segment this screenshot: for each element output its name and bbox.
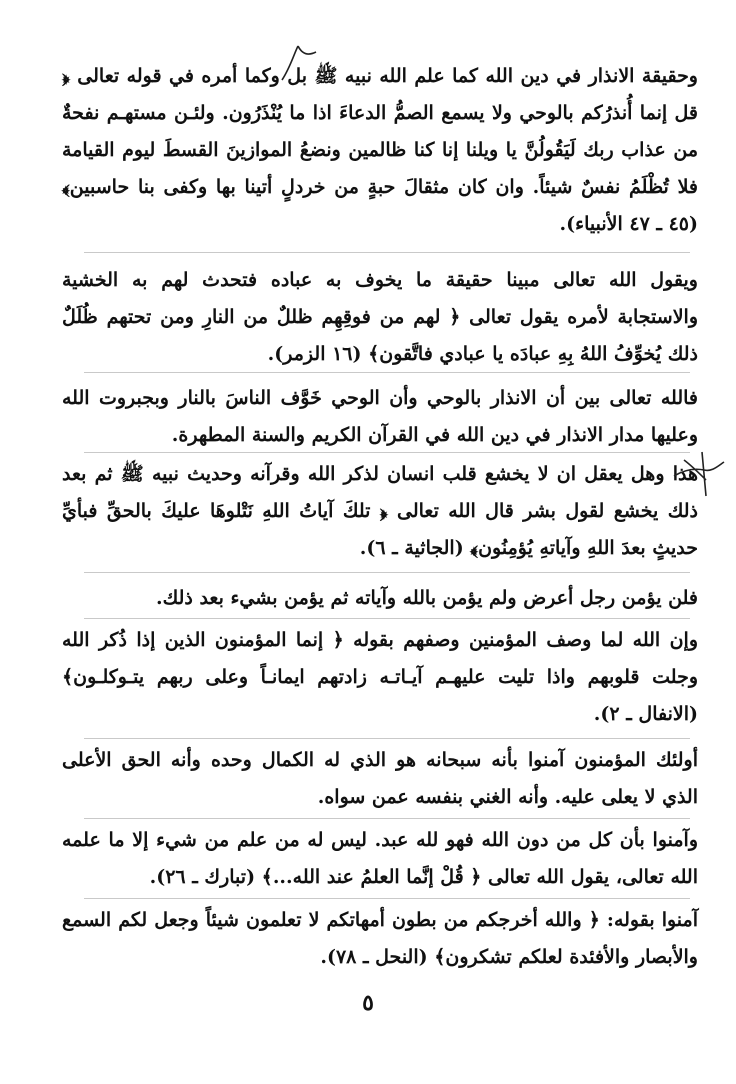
paragraph-2: ويقول الله تعالى مبينا حقيقة ما يخوف به عباده فتحدث لهم به الخشية والاستجابة لأمره يقول تعالى ﴿ لهم من فوقِهِم ظللٌ من النارِ ومن تحتهم ظُلَلٌ ذلك يُخوِّفُ اللهُ بِهِ عبادَه يا عبادي فاتَّقون﴾ (١٦ الزمر). — [62, 269, 698, 365]
divider — [84, 898, 690, 899]
divider — [84, 572, 690, 573]
paragraph-3: فالله تعالى بين أن الانذار بالوحي وأن الوحي خَوَّف الناسَ بالنار وبجبروت الله وعليها مدار الانذار في دين الله في القرآن الكريم والسنة المطهرة. — [62, 387, 698, 446]
paragraph-9: آمنوا بقوله: ﴿ والله أخرجكم من بطون أمهاتكم لا تعلمون شيئاً وجعل لكم السمع والأبصار والأفئدة لعلكم تشكرون﴾ (النحل ـ ٧٨). — [62, 909, 698, 968]
paragraph-5: فلن يؤمن رجل أعرض ولم يؤمن بالله وآياته ثم يؤمن بشيء بعد ذلك. — [155, 587, 698, 609]
divider — [84, 618, 690, 619]
paragraph-8: وآمنوا بأن كل من دون الله فهو لله عبد. ليس له من علم من شيء إلا ما علمه الله تعالى، يقول الله تعالى ﴿ قُلْ إنَّما العلمُ عند الله...﴾ (تبارك ـ ٢٦). — [62, 829, 698, 888]
divider — [84, 372, 690, 373]
divider — [84, 252, 690, 253]
divider — [84, 738, 690, 739]
page-number: ٥ — [362, 990, 374, 1016]
paragraph-6: وإن الله لما وصف المؤمنين وصفهم بقوله ﴿ إنما المؤمنون الذين إذا ذُكر الله وجلت قلوبهم واذا تليت عليهـم آيـاتـه زادتهم ايمانـاً وعلى ربهم يتـوكلـون﴾ (الانفال ـ ٢). — [62, 629, 698, 725]
handwritten-mark-top-icon — [272, 40, 322, 90]
divider — [84, 818, 690, 819]
divider — [84, 452, 690, 453]
paragraph-7: أولئك المؤمنون آمنوا بأنه سبحانه هو الذي له الكمال وحده وأنه الحق الأعلى الذي لا يعلى عليه. وأنه الغني بنفسه عمن سواه. — [62, 749, 698, 808]
paragraph-1: وحقيقة الانذار في دين الله كما علم الله نبيه ﷺ بل وكما أمره في قوله تعالى ﴿ قل إنما أُنذرُكم بالوحي ولا يسمع الصمُّ الدعاءَ اذا ما يُنْذَرُون. ولئـن مستهـم نفحةٌ من عذاب ربك لَيَقُولُنَّ يا ويلنا إنا كنا ظالمين ونضعُ الموازينَ القسطَ ليوم القيامة فلا تُظْلَمُ نفسٌ شيئاً. وان كان مثقالَ حبةٍ من خردلٍ أتينا بها وكفى بنا حاسبين﴾ (٤٥ ـ ٤٧ الأنبياء). — [62, 65, 698, 235]
handwritten-mark-side-icon — [672, 440, 734, 500]
paragraph-4: هذا وهل يعقل ان لا يخشع قلب انسان لذكر الله وقرآنه وحديث نبيه ﷺ ثم بعد ذلك يخشع لقول بشر قال الله تعالى ﴿ تلكَ آياتُ اللهِ نَتْلوهَا عليكَ بالحقِّ فبأيِّ حديثٍ بعدَ اللهِ وآياتهِ يُؤمِنُون﴾ (الجاثية ـ ٦). — [62, 463, 698, 559]
